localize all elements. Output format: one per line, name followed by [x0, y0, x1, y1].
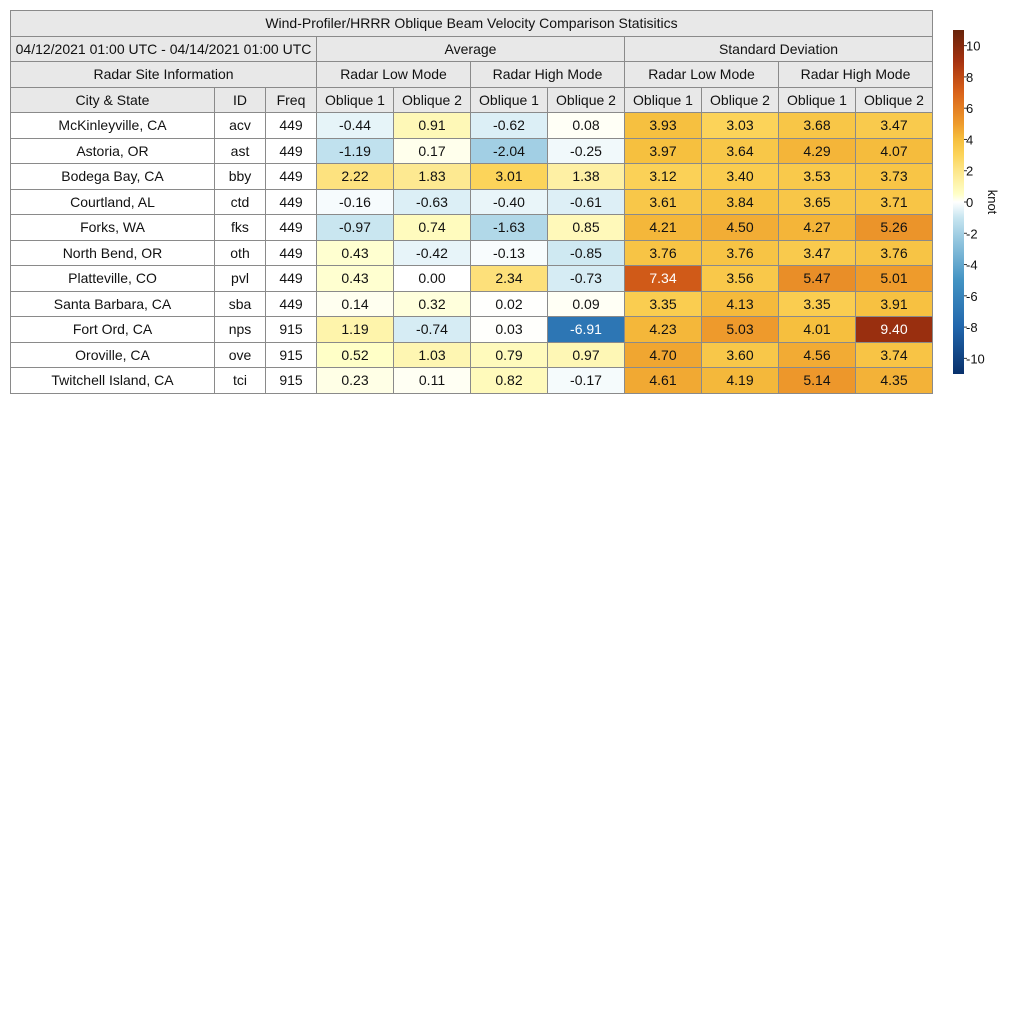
value-cell-std-high-ob1: 4.01	[779, 317, 856, 343]
colorbar-tick-label: -10	[966, 351, 985, 367]
value-cell-avg-high-ob2: 0.97	[548, 342, 625, 368]
value-cell-std-low-ob1: 7.34	[625, 266, 702, 292]
value-cell-std-high-ob2: 4.07	[856, 138, 933, 164]
colorbar-ticks	[964, 39, 985, 367]
value-cell-avg-high-ob2: -0.25	[548, 138, 625, 164]
site-freq-cell: 449	[266, 113, 317, 139]
table-title: Wind-Profiler/HRRR Oblique Beam Velocity Comparison Statisitics	[11, 11, 933, 37]
value-cell-avg-low-ob1: 0.52	[317, 342, 394, 368]
colorbar-tick-label: 4	[966, 132, 974, 148]
value-cell-std-high-ob2: 4.35	[856, 368, 933, 394]
site-id-cell: ove	[215, 342, 266, 368]
std-low-mode-header: Radar Low Mode	[625, 62, 779, 88]
colorbar-tick-label: -8	[966, 320, 978, 336]
colorbar-tick-label: 6	[966, 101, 974, 117]
site-id-cell: bby	[215, 164, 266, 190]
site-city-cell: Forks, WA	[11, 215, 215, 241]
site-city-cell: Santa Barbara, CA	[11, 291, 215, 317]
col-avg-low-ob1-header: Oblique 1	[317, 87, 394, 113]
site-id-cell: fks	[215, 215, 266, 241]
value-cell-avg-high-ob2: 0.85	[548, 215, 625, 241]
value-cell-avg-low-ob1: -0.44	[317, 113, 394, 139]
table-row	[11, 368, 933, 394]
value-cell-std-high-ob2: 9.40	[856, 317, 933, 343]
value-cell-avg-high-ob1: 3.01	[471, 164, 548, 190]
value-cell-avg-low-ob2: 0.11	[394, 368, 471, 394]
value-cell-avg-high-ob2: -0.17	[548, 368, 625, 394]
avg-high-mode-header: Radar High Mode	[471, 62, 625, 88]
value-cell-std-high-ob2: 3.71	[856, 189, 933, 215]
value-cell-std-low-ob1: 3.97	[625, 138, 702, 164]
value-cell-std-high-ob2: 3.91	[856, 291, 933, 317]
value-cell-avg-high-ob2: -0.73	[548, 266, 625, 292]
value-cell-avg-high-ob1: -0.40	[471, 189, 548, 215]
column-header-row	[11, 87, 933, 113]
site-id-cell: ast	[215, 138, 266, 164]
value-cell-avg-high-ob1: 0.82	[471, 368, 548, 394]
value-cell-avg-low-ob1: 0.43	[317, 266, 394, 292]
value-cell-std-low-ob1: 3.61	[625, 189, 702, 215]
value-cell-avg-low-ob2: -0.63	[394, 189, 471, 215]
value-cell-avg-high-ob1: 0.02	[471, 291, 548, 317]
col-std-high-ob1-header: Oblique 1	[779, 87, 856, 113]
site-id-cell: pvl	[215, 266, 266, 292]
avg-low-mode-header: Radar Low Mode	[317, 62, 471, 88]
site-freq-cell: 449	[266, 215, 317, 241]
site-freq-cell: 449	[266, 266, 317, 292]
value-cell-std-low-ob2: 3.76	[702, 240, 779, 266]
colorbar-gradient	[953, 30, 964, 374]
table-row	[11, 113, 933, 139]
value-cell-avg-high-ob2: -0.61	[548, 189, 625, 215]
value-cell-std-high-ob1: 3.47	[779, 240, 856, 266]
value-cell-std-high-ob2: 3.47	[856, 113, 933, 139]
value-cell-avg-high-ob2: -0.85	[548, 240, 625, 266]
group-header-row	[11, 36, 933, 62]
value-cell-std-high-ob1: 3.53	[779, 164, 856, 190]
value-cell-avg-high-ob1: 0.79	[471, 342, 548, 368]
site-city-cell: Astoria, OR	[11, 138, 215, 164]
site-city-cell: Platteville, CO	[11, 266, 215, 292]
value-cell-avg-low-ob2: 0.74	[394, 215, 471, 241]
value-cell-avg-low-ob2: 0.91	[394, 113, 471, 139]
value-cell-std-low-ob2: 4.13	[702, 291, 779, 317]
value-cell-avg-high-ob2: 1.38	[548, 164, 625, 190]
value-cell-avg-low-ob2: 1.03	[394, 342, 471, 368]
value-cell-std-low-ob2: 3.60	[702, 342, 779, 368]
value-cell-std-high-ob1: 4.27	[779, 215, 856, 241]
value-cell-std-low-ob2: 3.40	[702, 164, 779, 190]
site-city-cell: Oroville, CA	[11, 342, 215, 368]
value-cell-std-high-ob1: 3.68	[779, 113, 856, 139]
value-cell-std-low-ob2: 4.50	[702, 215, 779, 241]
colorbar-tick-label: 0	[966, 195, 974, 210]
value-cell-std-high-ob1: 5.47	[779, 266, 856, 292]
site-freq-cell: 449	[266, 138, 317, 164]
table-row	[11, 291, 933, 317]
colorbar-tick-label: 8	[966, 69, 974, 85]
value-cell-std-low-ob2: 5.03	[702, 317, 779, 343]
site-city-cell: Courtland, AL	[11, 189, 215, 215]
std-group-header: Standard Deviation	[625, 36, 933, 62]
value-cell-std-high-ob1: 3.35	[779, 291, 856, 317]
value-cell-std-low-ob1: 3.12	[625, 164, 702, 190]
col-avg-low-ob2-header: Oblique 2	[394, 87, 471, 113]
value-cell-avg-low-ob1: -0.16	[317, 189, 394, 215]
value-cell-avg-low-ob2: 1.83	[394, 164, 471, 190]
site-freq-cell: 915	[266, 317, 317, 343]
site-city-cell: Bodega Bay, CA	[11, 164, 215, 190]
value-cell-std-high-ob1: 5.14	[779, 368, 856, 394]
site-id-cell: tci	[215, 368, 266, 394]
value-cell-std-high-ob2: 3.73	[856, 164, 933, 190]
value-cell-avg-low-ob1: 1.19	[317, 317, 394, 343]
value-cell-avg-low-ob1: 0.23	[317, 368, 394, 394]
table-row	[11, 138, 933, 164]
table-row	[11, 342, 933, 368]
value-cell-std-low-ob1: 4.61	[625, 368, 702, 394]
table-body	[11, 11, 933, 394]
value-cell-std-low-ob1: 3.76	[625, 240, 702, 266]
date-range: 04/12/2021 01:00 UTC - 04/14/2021 01:00 UTC	[11, 36, 317, 62]
table-row	[11, 164, 933, 190]
value-cell-avg-low-ob2: 0.00	[394, 266, 471, 292]
site-id-cell: acv	[215, 113, 266, 139]
value-cell-std-low-ob2: 3.64	[702, 138, 779, 164]
table-row	[11, 266, 933, 292]
value-cell-avg-low-ob2: 0.17	[394, 138, 471, 164]
value-cell-avg-high-ob1: 0.03	[471, 317, 548, 343]
col-avg-high-ob1-header: Oblique 1	[471, 87, 548, 113]
site-city-cell: McKinleyville, CA	[11, 113, 215, 139]
value-cell-std-low-ob1: 3.35	[625, 291, 702, 317]
value-cell-std-high-ob2: 5.26	[856, 215, 933, 241]
colorbar-tick-label: 2	[966, 163, 974, 179]
value-cell-std-high-ob2: 5.01	[856, 266, 933, 292]
colorbar-tick-label: 10	[966, 38, 981, 54]
col-id-header: ID	[215, 87, 266, 113]
site-freq-cell: 449	[266, 189, 317, 215]
value-cell-avg-low-ob1: 0.43	[317, 240, 394, 266]
value-cell-std-high-ob1: 4.29	[779, 138, 856, 164]
site-id-cell: nps	[215, 317, 266, 343]
colorbar	[952, 30, 1012, 376]
site-freq-cell: 449	[266, 291, 317, 317]
value-cell-avg-high-ob1: -1.63	[471, 215, 548, 241]
value-cell-avg-high-ob1: -0.62	[471, 113, 548, 139]
site-freq-cell: 915	[266, 342, 317, 368]
value-cell-avg-low-ob2: 0.32	[394, 291, 471, 317]
value-cell-std-low-ob2: 3.03	[702, 113, 779, 139]
value-cell-avg-low-ob1: -1.19	[317, 138, 394, 164]
table-row	[11, 317, 933, 343]
table-row	[11, 189, 933, 215]
value-cell-std-low-ob2: 3.56	[702, 266, 779, 292]
value-cell-std-low-ob1: 3.93	[625, 113, 702, 139]
value-cell-avg-high-ob2: 0.09	[548, 291, 625, 317]
col-avg-high-ob2-header: Oblique 2	[548, 87, 625, 113]
site-id-cell: ctd	[215, 189, 266, 215]
site-city-cell: Twitchell Island, CA	[11, 368, 215, 394]
table-row	[11, 240, 933, 266]
value-cell-std-high-ob1: 4.56	[779, 342, 856, 368]
colorbar-tick-label: -2	[966, 226, 978, 242]
stats-table	[10, 10, 933, 394]
value-cell-avg-high-ob2: -6.91	[548, 317, 625, 343]
title-row	[11, 11, 933, 37]
value-cell-std-low-ob2: 4.19	[702, 368, 779, 394]
col-std-high-ob2-header: Oblique 2	[856, 87, 933, 113]
value-cell-std-low-ob1: 4.23	[625, 317, 702, 343]
colorbar-unit-label: knot	[985, 189, 1000, 215]
site-city-cell: Fort Ord, CA	[11, 317, 215, 343]
value-cell-avg-low-ob1: 2.22	[317, 164, 394, 190]
value-cell-avg-low-ob2: -0.42	[394, 240, 471, 266]
value-cell-avg-low-ob1: 0.14	[317, 291, 394, 317]
average-group-header: Average	[317, 36, 625, 62]
value-cell-std-low-ob1: 4.70	[625, 342, 702, 368]
value-cell-avg-high-ob1: -2.04	[471, 138, 548, 164]
site-id-cell: oth	[215, 240, 266, 266]
site-freq-cell: 449	[266, 240, 317, 266]
table-row	[11, 215, 933, 241]
value-cell-std-high-ob2: 3.76	[856, 240, 933, 266]
value-cell-std-high-ob1: 3.65	[779, 189, 856, 215]
site-city-cell: North Bend, OR	[11, 240, 215, 266]
col-freq-header: Freq	[266, 87, 317, 113]
col-std-low-ob1-header: Oblique 1	[625, 87, 702, 113]
site-id-cell: sba	[215, 291, 266, 317]
mode-header-row	[11, 62, 933, 88]
value-cell-avg-low-ob1: -0.97	[317, 215, 394, 241]
colorbar-tick-label: -6	[966, 288, 978, 304]
value-cell-std-low-ob1: 4.21	[625, 215, 702, 241]
value-cell-avg-high-ob1: 2.34	[471, 266, 548, 292]
value-cell-avg-high-ob2: 0.08	[548, 113, 625, 139]
value-cell-std-high-ob2: 3.74	[856, 342, 933, 368]
col-city-header: City & State	[11, 87, 215, 113]
value-cell-std-low-ob2: 3.84	[702, 189, 779, 215]
site-info-header: Radar Site Information	[11, 62, 317, 88]
site-freq-cell: 449	[266, 164, 317, 190]
colorbar-tick-label: -4	[966, 257, 978, 273]
col-std-low-ob2-header: Oblique 2	[702, 87, 779, 113]
value-cell-avg-low-ob2: -0.74	[394, 317, 471, 343]
site-freq-cell: 915	[266, 368, 317, 394]
value-cell-avg-high-ob1: -0.13	[471, 240, 548, 266]
std-high-mode-header: Radar High Mode	[779, 62, 933, 88]
